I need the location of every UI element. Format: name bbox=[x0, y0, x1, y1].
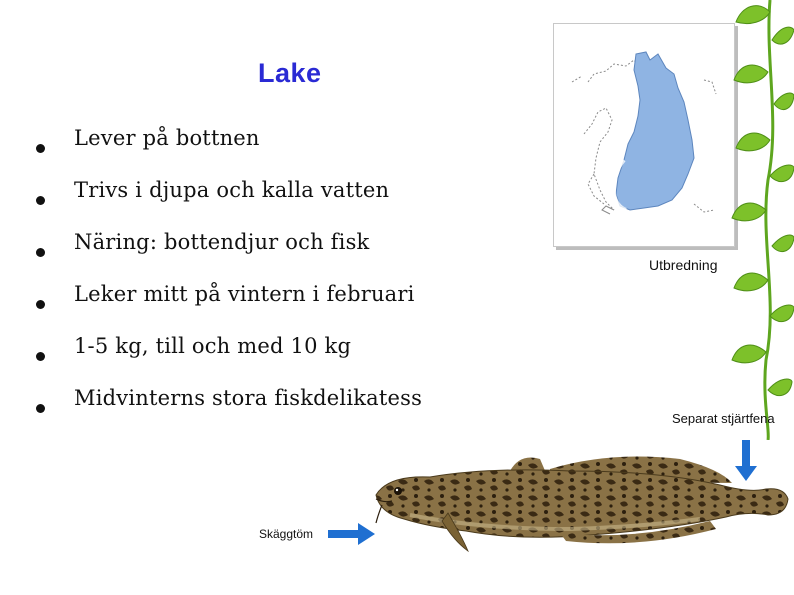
tail-fin-label: Separat stjärtfena bbox=[672, 411, 775, 426]
bullet-item bbox=[36, 178, 496, 218]
arrow-right-icon bbox=[328, 523, 376, 545]
bullet-text: Midvinterns stora fiskdelikatess bbox=[74, 386, 423, 410]
bullet-dot bbox=[36, 144, 45, 153]
bullet-dot bbox=[36, 352, 45, 361]
bullet-dot bbox=[36, 404, 45, 413]
bullet-text: Lever på bottnen bbox=[74, 126, 260, 150]
burbot-fish-image bbox=[370, 445, 790, 565]
finland-map-graphic bbox=[554, 24, 734, 246]
arrow-down-icon bbox=[734, 440, 758, 482]
aquatic-plant-icon bbox=[720, 0, 794, 440]
barbel-label: Skäggtöm bbox=[259, 527, 314, 541]
bullet-item bbox=[36, 282, 496, 322]
bullet-dot bbox=[36, 248, 45, 257]
bullet-dot bbox=[36, 300, 45, 309]
map-caption: Utbredning bbox=[649, 257, 718, 273]
bullet-text: Trivs i djupa och kalla vatten bbox=[74, 178, 390, 202]
bullet-item bbox=[36, 386, 496, 426]
bullet-item bbox=[36, 230, 496, 270]
distribution-map bbox=[553, 23, 735, 247]
bullet-item bbox=[36, 126, 496, 166]
bullet-text: Leker mitt på vintern i februari bbox=[74, 282, 415, 306]
bullet-text: 1-5 kg, till och med 10 kg bbox=[74, 334, 352, 358]
bullet-dot bbox=[36, 196, 45, 205]
bullet-text: Näring: bottendjur och fisk bbox=[74, 230, 370, 254]
slide-title: Lake bbox=[258, 58, 322, 88]
bullet-item bbox=[36, 334, 496, 374]
